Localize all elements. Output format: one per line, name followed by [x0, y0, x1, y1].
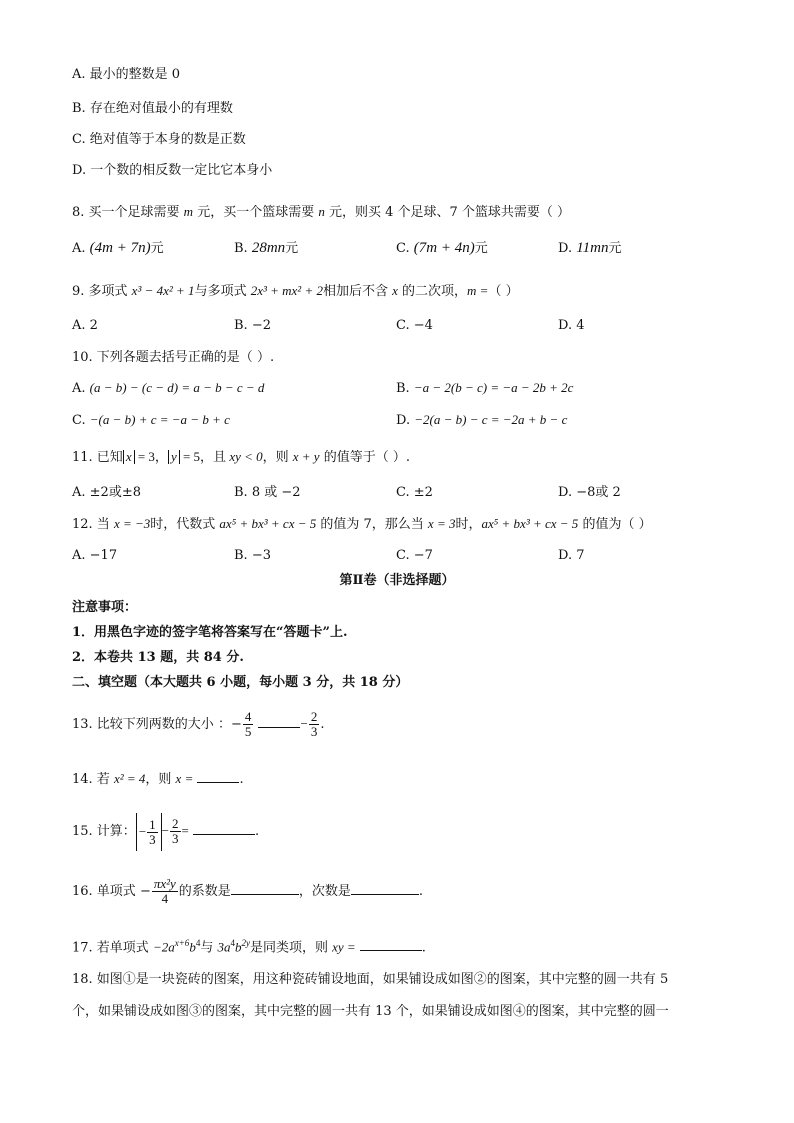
- q18-line-1: 18. 如图①是一块瓷砖的图案，用这种瓷砖铺设地面，如果铺设成如图②的图案，其中完整的圆一共有 5: [72, 972, 669, 987]
- q15-fraction-1: [147, 818, 158, 847]
- q9-option-d: D. 4: [558, 318, 585, 333]
- q10-option-a: [72, 380, 264, 397]
- q8-option-d: [558, 240, 621, 257]
- q11-stem-part1: 11. 已知: [72, 450, 123, 465]
- q17-exponent-1: x+6: [174, 938, 190, 948]
- part2-title: 第Ⅱ卷（非选择题）: [339, 573, 455, 588]
- q9-stem: [72, 283, 519, 300]
- q14-x-equals: x =: [175, 771, 194, 786]
- q8-option-c: [396, 240, 488, 257]
- option-expression: −2(a − b) − c = −2a + b − c: [414, 412, 568, 427]
- q17-answer-blank[interactable]: [360, 938, 422, 951]
- q14-answer-blank[interactable]: [197, 770, 239, 783]
- q10-option-b: [396, 380, 573, 397]
- q9-stem-part3: 相加后不含: [322, 284, 393, 299]
- q15-equals: =: [181, 823, 189, 838]
- q11-stem: [72, 449, 410, 466]
- section-title: 二、填空题（本大题共 6 小题，每小题 3 分，共 18 分）: [72, 675, 409, 690]
- option-label: A.: [72, 241, 86, 256]
- q11-option-a: A. ±2或±8: [72, 485, 141, 500]
- q11-abs-x: x: [123, 450, 135, 464]
- q9-stem-part4: 的二次项，: [397, 284, 468, 299]
- q8-option-b: [234, 240, 298, 257]
- q12-stem-part1: 12. 当: [72, 517, 114, 532]
- q11-stem-part2: ，则: [262, 450, 293, 465]
- fraction-denominator: 4: [161, 891, 169, 906]
- option-unit: 元: [474, 241, 488, 256]
- option-label: B.: [396, 381, 410, 396]
- fraction-denominator: 3: [310, 724, 318, 739]
- note-2: 2．本卷共 13 题，共 84 分.: [72, 650, 244, 665]
- q14: [72, 770, 244, 788]
- q12-option-d: D. 7: [558, 548, 585, 563]
- option-unit: 元: [150, 241, 164, 256]
- q11-xy-condition: xy < 0: [229, 449, 263, 464]
- q7-option-c: C. 绝对值等于本身的数是正数: [72, 132, 246, 147]
- q17-stem-part1: 17. 若单项式: [72, 940, 153, 956]
- q12-stem-part5: 的值为（ ）: [578, 517, 652, 532]
- q8-option-a: [72, 240, 164, 257]
- q17-xy-equals: xy =: [332, 939, 356, 955]
- q9-option-a: A. 2: [72, 318, 98, 333]
- q12-stem-part3: 的值为 7，那么当: [316, 517, 428, 532]
- q7-option-a: A. 最小的整数是 0: [72, 67, 181, 82]
- q13-fraction-1: [243, 710, 254, 739]
- q17-stem-part2: 与: [200, 940, 218, 956]
- q11-option-b: B. 8 或 −2: [234, 485, 301, 500]
- q11-abs-y: y: [168, 450, 180, 464]
- q16: [72, 872, 423, 912]
- q15-stem: 15. 计算：: [72, 824, 136, 839]
- q17-exponent-1b: 4: [195, 938, 201, 948]
- q10-option-d: [396, 412, 567, 429]
- note-1: 1．用黑色字迹的签字笔将答案写在“答题卡”上.: [72, 625, 348, 640]
- option-label: B.: [234, 241, 248, 256]
- q8-stem: [72, 204, 570, 221]
- q14-stem-part2: ，则: [145, 772, 176, 787]
- q10-option-c: [72, 412, 230, 429]
- q17: [72, 935, 426, 956]
- option-expression: (a − b) − (c − d) = a − b − c − d: [89, 380, 265, 395]
- q9-stem-part1: 9. 多项式: [72, 284, 132, 299]
- q9-option-c: C. −4: [396, 318, 433, 333]
- q9-polynomial-2: 2x³ + mx² + 2: [250, 283, 323, 298]
- q13-minus: −: [300, 716, 308, 731]
- fraction-denominator: 5: [244, 724, 252, 739]
- option-expression: 11mn: [576, 240, 609, 256]
- q9-stem-part2: 与多项式: [194, 284, 251, 299]
- q13-fraction-2: [309, 710, 320, 739]
- q17-monomial-1: −2a: [152, 939, 175, 955]
- q16-fraction: [152, 877, 178, 906]
- q16-coefficient-blank[interactable]: [231, 882, 299, 895]
- option-expression: 28mn: [251, 240, 286, 256]
- option-label: C.: [396, 241, 410, 256]
- option-label: D.: [558, 241, 573, 256]
- q8-stem-part1: 8. 买一个足球需要: [72, 205, 184, 220]
- fraction-numerator: 4: [244, 709, 252, 724]
- q7-option-d: D. 一个数的相反数一定比它本身小: [72, 163, 273, 178]
- q13-stem: 13. 比较下列两数的大小 ：−: [72, 717, 242, 732]
- q11-option-c: C. ±2: [396, 485, 433, 500]
- q12-option-a: A. −17: [72, 548, 118, 563]
- q15-fraction-2: [170, 817, 181, 846]
- q17-end: .: [421, 940, 426, 956]
- fraction-numerator: 1: [149, 817, 156, 833]
- option-unit: 元: [608, 241, 622, 256]
- option-expression: −(a − b) + c = −a − b + c: [89, 412, 230, 427]
- q9-polynomial-1: x³ − 4x² + 1: [131, 283, 195, 298]
- option-expression: (4m + 7n): [89, 240, 151, 256]
- q8-var-n: n: [318, 204, 325, 219]
- q12-condition-1: x = −3: [113, 516, 151, 531]
- fraction-denominator: 3: [149, 832, 156, 848]
- q17-monomial-2: 3a: [217, 939, 231, 955]
- q12-option-c: C. −7: [396, 548, 433, 563]
- q9-stem-part5: （ ）: [488, 284, 519, 299]
- q15-absolute-value: [136, 813, 162, 851]
- q14-condition: x² = 4: [113, 771, 146, 786]
- q15: [72, 812, 259, 851]
- q17-exponent-2: 4: [230, 938, 235, 948]
- q16-end: .: [418, 884, 423, 899]
- q11-x-plus-y: x + y: [292, 449, 320, 464]
- q17-stem-part3: 是同类项，则: [249, 940, 333, 956]
- q16-degree-blank[interactable]: [351, 882, 419, 895]
- q18-line-2: 个，如果铺设成如图③的图案，其中完整的圆一共有 13 个，如果铺设成如图④的图案，其中完整的圆一: [72, 1004, 669, 1019]
- q16-stem-part1: 16. 单项式 −: [72, 884, 151, 899]
- q16-stem-part2: 的系数是: [178, 884, 231, 899]
- q11-eq-5: = 5，且: [179, 449, 230, 464]
- q12-option-b: B. −3: [234, 548, 271, 563]
- q9-var-x: x: [392, 283, 398, 298]
- q16-stem-part3: ，次数是: [298, 884, 351, 899]
- q12-stem-part4: 时，: [455, 517, 482, 532]
- q17-monomial-1b: b: [189, 939, 196, 955]
- q14-end: .: [239, 772, 244, 787]
- q9-option-b: B. −2: [234, 318, 271, 333]
- q13-end: .: [320, 717, 325, 732]
- q11-stem-part3: 的值等于（ ）.: [319, 450, 410, 465]
- q15-end: .: [254, 824, 260, 839]
- q12-condition-2: x = 3: [427, 516, 456, 531]
- option-expression: (7m + 4n): [413, 240, 475, 256]
- fraction-numerator: 2: [172, 816, 179, 831]
- q13: [72, 705, 324, 744]
- q9-m-equals: m =: [467, 283, 489, 298]
- q11-option-d: D. −8或 2: [558, 485, 621, 500]
- q8-stem-part2: 元，买一个篮球需要: [193, 205, 319, 220]
- option-unit: 元: [285, 241, 299, 256]
- fraction-numerator: 2: [310, 709, 318, 724]
- q13-answer-blank[interactable]: [258, 715, 300, 728]
- q12-stem: [72, 516, 652, 533]
- q12-expression-1: ax⁵ + bx³ + cx − 5: [219, 516, 317, 531]
- option-label: D.: [396, 413, 411, 428]
- q12-expression-2: ax⁵ + bx³ + cx − 5: [481, 516, 579, 531]
- fraction-numerator: πx²y: [153, 876, 176, 891]
- q15-minus: −: [161, 823, 169, 838]
- q11-eq-3: = 3，: [134, 449, 168, 464]
- q10-stem: 10. 下列各题去括号正确的是（ ）.: [72, 350, 275, 365]
- q8-stem-part3: 元，则买 4 个足球、7 个篮球共需要（ ）: [324, 205, 571, 220]
- q8-var-m: m: [183, 204, 194, 219]
- notes-title: 注意事项：: [72, 600, 138, 615]
- q14-stem-part1: 14. 若: [72, 772, 114, 787]
- option-label: C.: [72, 413, 86, 428]
- q17-monomial-2b: b: [234, 939, 242, 955]
- option-label: A.: [72, 381, 86, 396]
- option-expression: −a − 2(b − c) = −a − 2b + 2c: [413, 380, 574, 395]
- q12-stem-part2: 时，代数式: [150, 517, 220, 532]
- q17-exponent-2b: 2y: [241, 938, 250, 948]
- q7-option-b: B. 存在绝对值最小的有理数: [72, 101, 233, 116]
- q15-abs-minus: −: [138, 823, 147, 839]
- q15-answer-blank[interactable]: [193, 822, 255, 835]
- fraction-denominator: 3: [172, 831, 179, 846]
